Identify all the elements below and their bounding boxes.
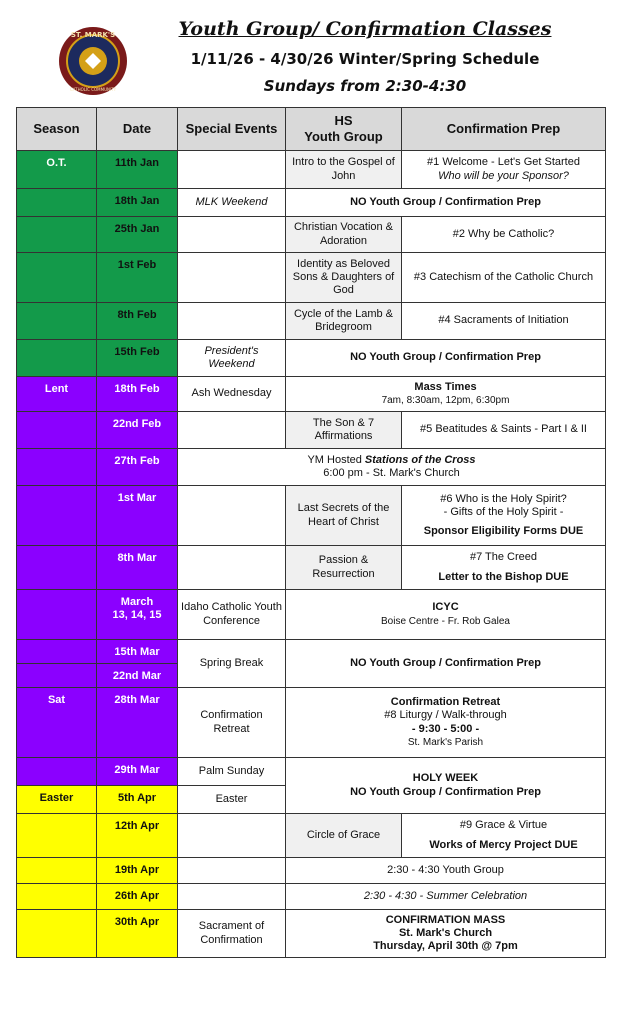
date-cell: 30th Apr [97,910,178,958]
logo-text-top: ST. MARK'S [70,31,116,39]
season-cell [17,412,97,449]
st-marks-logo [58,26,128,96]
merged-cell: Confirmation Retreat #8 Liturgy / Walk-through - 9:30 - 5:00 - St. Mark's Parish [286,688,606,758]
table-header-row [17,108,606,151]
table-row [17,449,606,486]
special-cell [178,303,286,340]
season-cell [17,590,97,640]
table-row [17,486,606,546]
season-cell [17,486,97,546]
merged-cell: 2:30 - 4:30 Youth Group [286,858,606,884]
date-cell: March 13, 14, 15 [97,590,178,640]
date-cell: 18th Jan [97,189,178,217]
special-cell [178,253,286,303]
season-cell: O.T. [17,151,97,189]
season-cell [17,189,97,217]
special-cell [178,546,286,590]
season-cell [17,303,97,340]
date-cell: 28th Mar [97,688,178,758]
date-cell: 5th Apr [97,786,178,814]
conf-cell: #2 Why be Catholic? [402,217,606,253]
special-cell [178,814,286,858]
special-cell [178,217,286,253]
special-cell: Palm Sunday [178,758,286,786]
table-row [17,253,606,303]
special-cell [178,151,286,189]
merged-cell: NO Youth Group / Confirmation Prep [286,189,606,217]
special-cell: President's Weekend [178,340,286,377]
merged-cell: HOLY WEEK NO Youth Group / Confirmation Prep [286,758,606,814]
special-cell: Easter [178,786,286,814]
season-cell [17,664,97,688]
special-cell: Sacrament of Confirmation [178,910,286,958]
date-cell: 19th Apr [97,858,178,884]
season-cell [17,253,97,303]
merged-cell: 2:30 - 4:30 - Summer Celebration [286,884,606,910]
conf-cell: #5 Beatitudes & Saints - Part I & II [402,412,606,449]
season-cell [17,546,97,590]
conf-cell: #4 Sacraments of Initiation [402,303,606,340]
conf-cell: #7 The Creed Letter to the Bishop DUE [402,546,606,590]
col-hs-youth-group: HS Youth Group [286,108,402,151]
col-date: Date [97,108,178,151]
table-row [17,546,606,590]
table-row [17,590,606,640]
table-row [17,412,606,449]
table-row [17,688,606,758]
hs-cell: Identity as Beloved Sons & Daughters of God [286,253,402,303]
special-cell [178,412,286,449]
hs-cell: Christian Vocation & Adoration [286,217,402,253]
special-cell [178,858,286,884]
col-confirmation-prep: Confirmation Prep [402,108,606,151]
col-season: Season [17,108,97,151]
hs-cell: The Son & 7 Affirmations [286,412,402,449]
merged-cell: NO Youth Group / Confirmation Prep [286,640,606,688]
season-cell: Sat [17,688,97,758]
hs-cell: Last Secrets of the Heart of Christ [286,486,402,546]
table-row [17,189,606,217]
season-cell: Lent [17,377,97,412]
date-cell: 8th Feb [97,303,178,340]
date-cell: 22nd Feb [97,412,178,449]
season-cell [17,814,97,858]
date-cell: 26th Apr [97,884,178,910]
table-row [17,884,606,910]
date-cell: 27th Feb [97,449,178,486]
conf-cell: #6 Who is the Holy Spirit? - Gifts of the Holy Spirit - Sponsor Eligibility Forms DUE [402,486,606,546]
special-cell: Confirmation Retreat [178,688,286,758]
season-cell [17,340,97,377]
merged-cell: NO Youth Group / Confirmation Prep [286,340,606,377]
conf-cell: #1 Welcome - Let's Get Started Who will be your Sponsor? [402,151,606,189]
season-cell [17,640,97,664]
date-cell: 15th Feb [97,340,178,377]
merged-cell: CONFIRMATION MASS St. Mark's Church Thursday, April 30th @ 7pm [286,910,606,958]
merged-cell: YM Hosted Stations of the Cross 6:00 pm - St. Mark's Church [178,449,606,486]
table-row [17,858,606,884]
table-row [17,151,606,189]
table-row [17,217,606,253]
season-cell [17,884,97,910]
hs-cell: Circle of Grace [286,814,402,858]
page-title: Youth Group/ Confirmation Classes [178,18,552,40]
merged-cell: Mass Times 7am, 8:30am, 12pm, 6:30pm [286,377,606,412]
conf-cell: #9 Grace & Virtue Works of Mercy Project DUE [402,814,606,858]
season-cell: Easter [17,786,97,814]
logo-text-bottom: CATHOLIC COMMUNITY [69,87,117,92]
schedule-dates: 1/11/26 - 4/30/26 Winter/Spring Schedule [190,50,540,68]
hs-cell: Intro to the Gospel of John [286,151,402,189]
season-cell [17,910,97,958]
special-cell [178,884,286,910]
season-cell [17,217,97,253]
merged-cell: ICYC Boise Centre - Fr. Rob Galea [286,590,606,640]
date-cell: 18th Feb [97,377,178,412]
special-cell: Spring Break [178,640,286,688]
table-row [17,340,606,377]
conf-cell: #3 Catechism of the Catholic Church [402,253,606,303]
date-cell: 29th Mar [97,758,178,786]
hs-cell: Cycle of the Lamb & Bridegroom [286,303,402,340]
table-row [17,758,606,786]
table-row [17,910,606,958]
date-cell: 8th Mar [97,546,178,590]
date-cell: 1st Feb [97,253,178,303]
col-special-events: Special Events [178,108,286,151]
table-row [17,377,606,412]
table-row [17,640,606,664]
date-cell: 22nd Mar [97,664,178,688]
date-cell: 15th Mar [97,640,178,664]
season-cell [17,858,97,884]
season-cell [17,758,97,786]
table-row [17,303,606,340]
date-cell: 1st Mar [97,486,178,546]
special-cell [178,486,286,546]
schedule-time: Sundays from 2:30-4:30 [263,77,467,95]
hs-cell: Passion & Resurrection [286,546,402,590]
special-cell: Ash Wednesday [178,377,286,412]
table-row [17,814,606,858]
schedule-table [16,107,606,958]
special-cell: Idaho Catholic Youth Conference [178,590,286,640]
date-cell: 25th Jan [97,217,178,253]
date-cell: 12th Apr [97,814,178,858]
date-cell: 11th Jan [97,151,178,189]
season-cell [17,449,97,486]
special-cell: MLK Weekend [178,189,286,217]
